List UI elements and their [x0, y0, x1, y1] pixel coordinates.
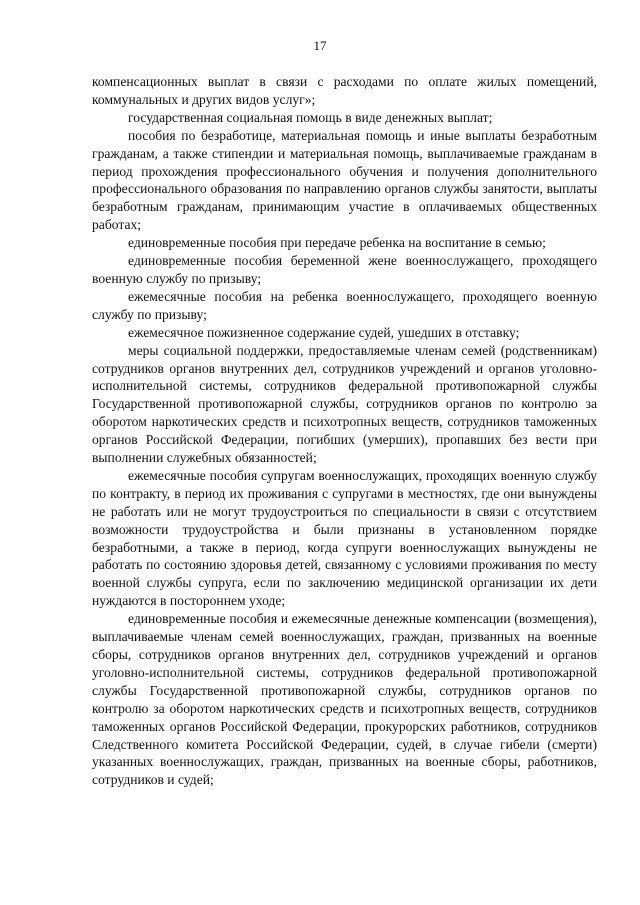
paragraph: ежемесячные пособия на ребенка военнослужащего, проходящего военную службу по призыву; — [92, 288, 597, 322]
paragraph: ежемесячные пособия супругам военнослужащих, проходящих военную службу по контракту, в период их проживания с супругами в местностях, где они вынуждены не работать или не могут трудоустроиться по специальности в связи с отсутствием возможности трудоустройства и были признаны в установленном порядке безработными, а также в период, когда супруги военнослужащих вынуждены не работать по состоянию здоровья детей, связанному с условиями проживания по месту военной службы супруга, если по заключению медицинской организации их дети нуждаются в постороннем уходе; — [92, 467, 597, 609]
paragraph: единовременные пособия при передаче ребенка на воспитание в семью; — [128, 235, 546, 251]
paragraph: пособия по безработице, материальная помощь и иные выплаты безработным гражданам, а также стипендии и материальная помощь, выплачиваемые гражданам в период прохождения профессионального обучения и получения дополнительного профессионального образования по направлению органов службы занятости, выплаты безработным гражданам, принимающим участие в оплачиваемых общественных работах; — [92, 127, 597, 233]
paragraph: меры социальной поддержки, предоставляемые членам семей (родственникам) сотрудников органов внутренних дел, сотрудников учреждений и органов уголовно-исполнительной системы, сотрудников федеральной противопожарной службы Государственной противопожарной службы, сотрудников органов по контролю за оборотом наркотических средств и психотропных веществ, сотрудников таможенных органов Российской Федерации, погибших (умерших), пропавших без вести при выполнении служебных обязанностей; — [92, 342, 597, 466]
paragraph: единовременные пособия беременной жене военнослужащего, проходящего военную службу по призыву; — [92, 253, 597, 286]
paragraph-continuation: компенсационных выплат в связи с расходами по оплате жилых помещений, коммунальных и других видов услуг»; — [92, 74, 597, 107]
paragraph: единовременные пособия и ежемесячные денежные компенсации (возмещения), выплачиваемые членам семей военнослужащих, граждан, призванных на военные сборы, сотрудников органов внутренних дел, сотрудников учреждений и органов уголовно-исполнительной системы, сотрудников федеральной противопожарной службы Государственной противопожарной службы, сотрудников органов по контролю за оборотом наркотических средств и психотропных веществ, сотрудников таможенных органов Российской Федерации, прокурорских работников, сотрудников Следственного комитета Российской Федерации, судей, в случае гибели (смерти) указанных военнослужащих, граждан, призванных на военные сборы, работников, сотрудников и судей; — [92, 611, 597, 788]
page-number: 17 — [313, 38, 327, 53]
paragraph: государственная социальная помощь в виде денежных выплат; — [128, 109, 493, 125]
document-body — [92, 73, 597, 789]
paragraph: ежемесячное пожизненное содержание судей, ушедших в отставку; — [128, 324, 520, 340]
